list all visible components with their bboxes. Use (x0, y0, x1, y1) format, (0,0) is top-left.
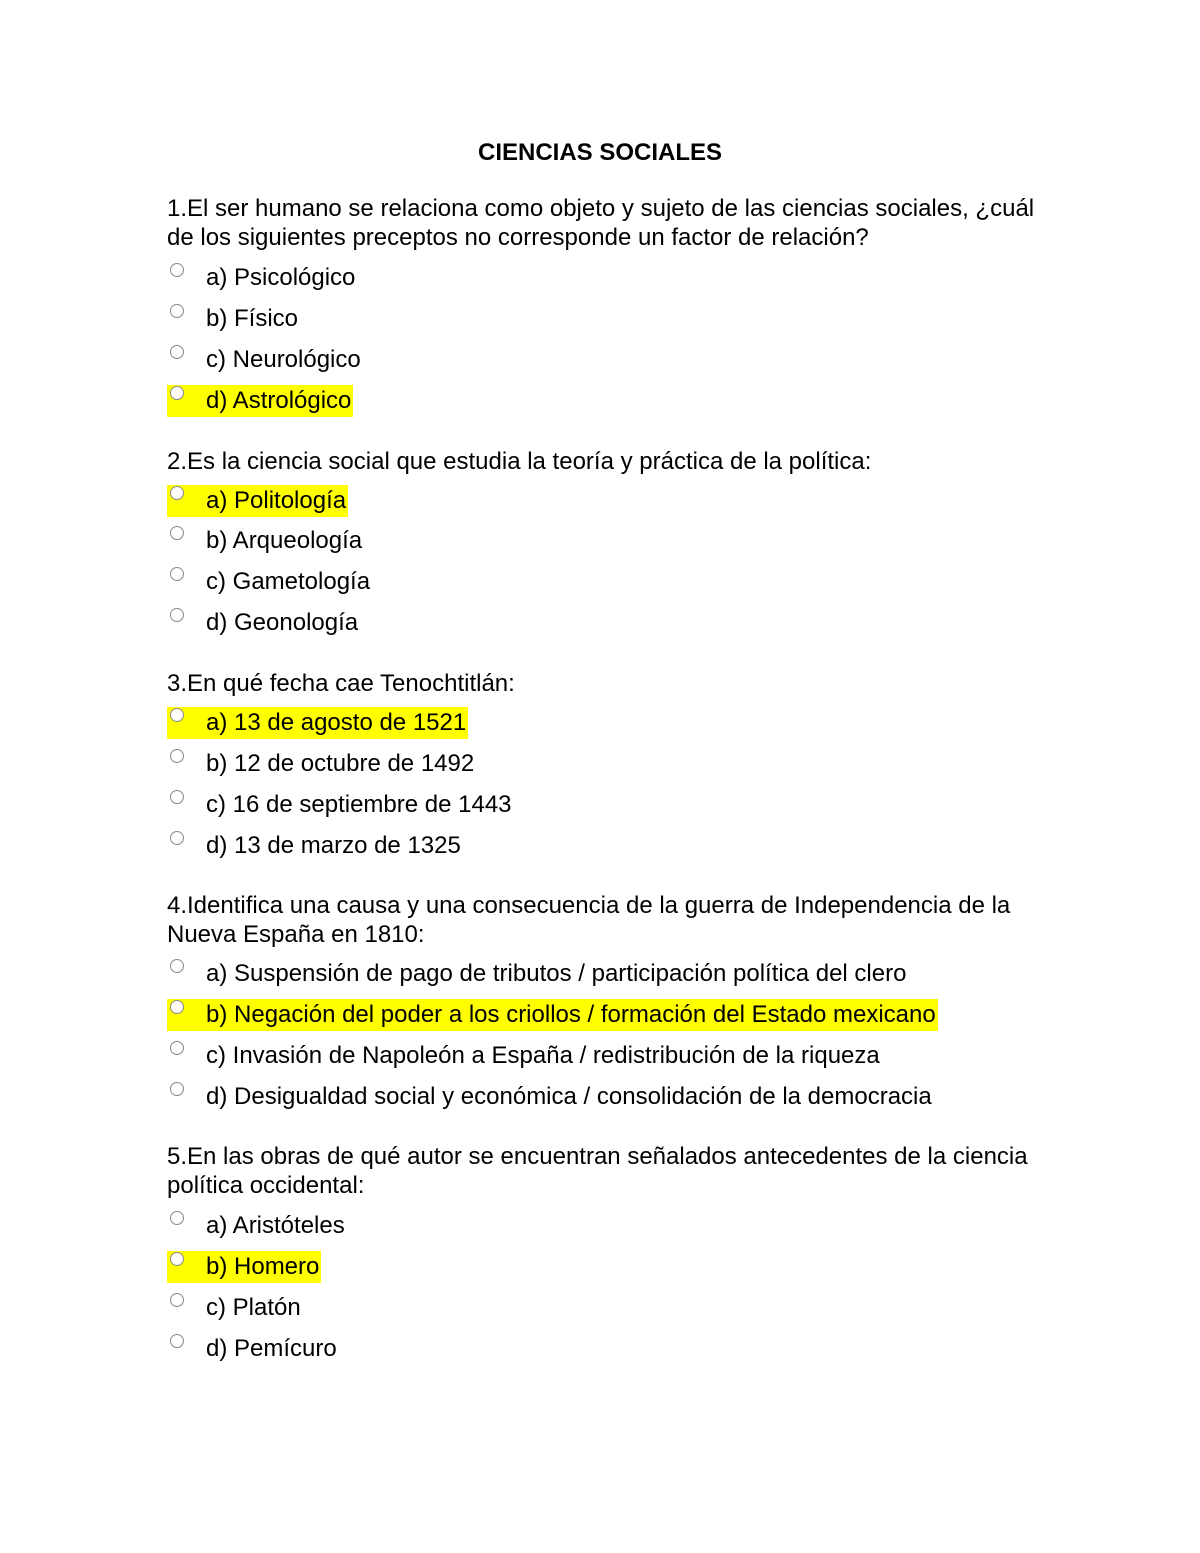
option-label: a) Psicológico (206, 264, 356, 291)
question-2-option-a[interactable] (167, 485, 348, 517)
radio-button-icon[interactable] (170, 386, 184, 400)
question-5-option-d[interactable] (167, 1333, 339, 1365)
option-label: c) 16 de septiembre de 1443 (206, 791, 512, 818)
question-1-option-c[interactable] (167, 344, 363, 376)
radio-button-icon[interactable] (170, 749, 184, 763)
question-3-option-a[interactable] (167, 707, 468, 739)
question-3-option-b[interactable] (167, 748, 476, 780)
question-1-option-d[interactable] (167, 385, 353, 417)
option-label: c) Neurológico (206, 346, 361, 373)
question-2-text: 2.Es la ciencia social que estudia la teoría y práctica de la política: (167, 448, 872, 475)
question-4-option-b[interactable] (167, 999, 938, 1031)
option-label: b) Homero (206, 1253, 320, 1280)
question-3-option-c[interactable] (167, 789, 514, 821)
radio-button-icon[interactable] (170, 567, 184, 581)
option-label: d) 13 de marzo de 1325 (206, 832, 461, 859)
option-label: c) Gametología (206, 568, 371, 595)
radio-button-icon[interactable] (170, 1334, 184, 1348)
radio-button-icon[interactable] (170, 1252, 184, 1266)
question-5-option-b[interactable] (167, 1251, 321, 1283)
radio-button-icon[interactable] (170, 1293, 184, 1307)
radio-button-icon[interactable] (170, 263, 184, 277)
radio-button-icon[interactable] (170, 708, 184, 722)
option-label: b) Arqueología (206, 527, 363, 554)
radio-button-icon[interactable] (170, 1041, 184, 1055)
question-2-option-d[interactable] (167, 607, 360, 639)
question-5-option-c[interactable] (167, 1292, 303, 1324)
question-1-option-b[interactable] (167, 303, 300, 335)
question-4-option-c[interactable] (167, 1040, 882, 1072)
radio-button-icon[interactable] (170, 1000, 184, 1014)
radio-button-icon[interactable] (170, 345, 184, 359)
option-label: a) Politología (206, 487, 347, 514)
option-label: b) Físico (206, 305, 299, 332)
radio-button-icon[interactable] (170, 304, 184, 318)
option-label: c) Invasión de Napoleón a España / redistribución de la riqueza (206, 1042, 880, 1069)
radio-button-icon[interactable] (170, 831, 184, 845)
question-4-option-a[interactable] (167, 958, 908, 990)
radio-button-icon[interactable] (170, 1211, 184, 1225)
option-label: c) Platón (206, 1294, 301, 1321)
question-4-option-d[interactable] (167, 1081, 934, 1113)
question-1-text: 1.El ser humano se relaciona como objeto y sujeto de las ciencias sociales, ¿cuál de los siguientes preceptos no corresponde un factor de relación? (167, 195, 1035, 251)
option-label: a) Aristóteles (206, 1212, 345, 1239)
question-1-option-a[interactable] (167, 262, 357, 294)
option-label: d) Geonología (206, 609, 359, 636)
question-2-option-c[interactable] (167, 566, 372, 598)
radio-button-icon[interactable] (170, 959, 184, 973)
question-5-option-a[interactable] (167, 1210, 347, 1242)
radio-button-icon[interactable] (170, 486, 184, 500)
question-3-option-d[interactable] (167, 830, 463, 862)
question-4-text: 4.Identifica una causa y una consecuencia de la guerra de Independencia de la Nueva España en 1810: (167, 892, 1011, 948)
option-label: d) Astrológico (206, 387, 352, 414)
option-label: a) Suspensión de pago de tributos / participación política del clero (206, 960, 907, 987)
page-title: CIENCIAS SOCIALES (477, 139, 723, 166)
option-label: b) 12 de octubre de 1492 (206, 750, 475, 777)
option-label: d) Pemícuro (206, 1335, 337, 1362)
option-label: a) 13 de agosto de 1521 (206, 709, 467, 736)
question-2-option-b[interactable] (167, 525, 364, 557)
radio-button-icon[interactable] (170, 608, 184, 622)
radio-button-icon[interactable] (170, 526, 184, 540)
option-label: d) Desigualdad social y económica / consolidación de la democracia (206, 1083, 932, 1110)
question-3-text: 3.En qué fecha cae Tenochtitlán: (167, 670, 515, 697)
question-5-text: 5.En las obras de qué autor se encuentran señalados antecedentes de la ciencia política occidental: (167, 1143, 1028, 1199)
option-label: b) Negación del poder a los criollos / formación del Estado mexicano (206, 1001, 936, 1028)
radio-button-icon[interactable] (170, 790, 184, 804)
radio-button-icon[interactable] (170, 1082, 184, 1096)
